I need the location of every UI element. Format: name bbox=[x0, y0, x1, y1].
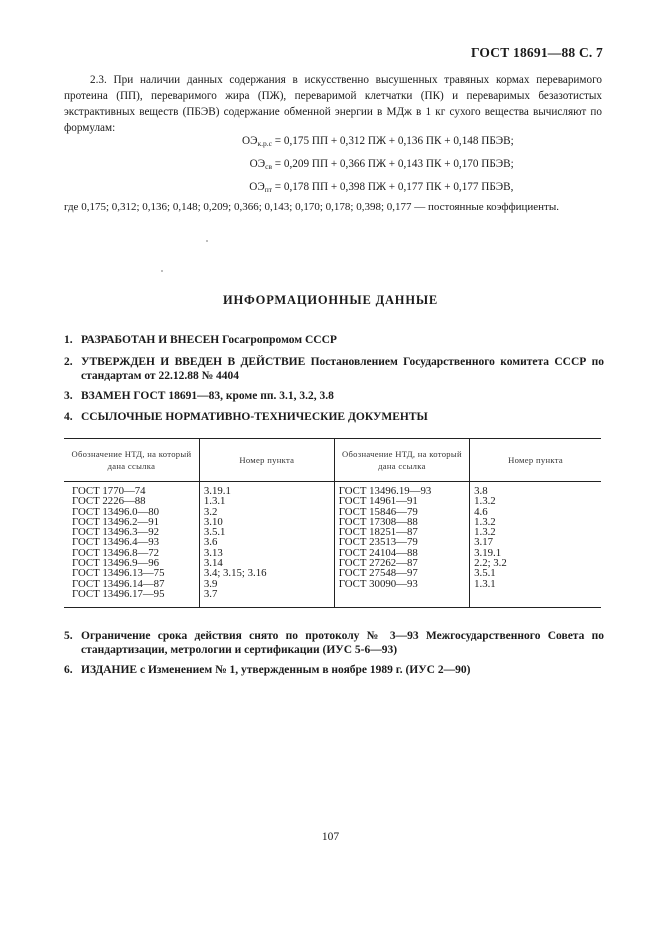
scan-speck bbox=[206, 240, 208, 242]
formula-expression: = 0,175 ПП + 0,312 ПЖ + 0,136 ПК + 0,148 ПБЭВ; bbox=[272, 135, 514, 147]
formula-pigs bbox=[172, 154, 572, 177]
header-doc-designation: Обозначение НТД, на который дана ссылка bbox=[334, 439, 469, 482]
right-docs-cell: ГОСТ 13496.19—93 ГОСТ 14961—91 ГОСТ 15846—79 ГОСТ 17308—88 ГОСТ 18251—87 ГОСТ 23513—79 ГОСТ 24104—88 ГОСТ 27262—87 ГОСТ 27548—97 ГОСТ 30090—93 bbox=[334, 482, 469, 608]
page-header: ГОСТ 18691—88 С. 7 bbox=[470, 45, 603, 60]
info-item-4: 4. ССЫЛОЧНЫЕ НОРМАТИВНО-ТЕХНИЧЕСКИЕ ДОКУМЕНТЫ bbox=[64, 411, 428, 423]
info-section-title: ИНФОРМАЦИОННЫЕ ДАННЫЕ bbox=[222, 293, 439, 307]
header-doc-designation: Обозначение НТД, на который дана ссылка bbox=[64, 439, 199, 482]
left-points-cell: 3.19.1 1.3.1 3.2 3.10 3.5.1 3.6 3.13 3.14 3.4; 3.15; 3.16 3.9 3.7 bbox=[199, 482, 334, 608]
page-number: 107 bbox=[321, 831, 340, 843]
info-item-3: 3. ВЗАМЕН ГОСТ 18691—83, кроме пп. 3.1, 3.2, 3.8 bbox=[64, 390, 334, 402]
table-row bbox=[64, 482, 601, 608]
formula-label: $ОЭ_{св}$ bbox=[249, 158, 272, 171]
section-2-3-paragraph: 2.3. При наличии данных содержания в искусственно высушенных травяных кормах переваримого протеина (ПП), переваримого жира (ПЖ), переваримой клетчатки (ПК) и переваримых безазотистых экстрактивных веществ (ПБЭВ) содержание обменной энергии в МДж в 1 кг сухого вещества вычисляют по формулам: bbox=[64, 74, 602, 134]
info-item-1: 1. РАЗРАБОТАН И ВНЕСЕН Госагропромом СССР bbox=[64, 334, 337, 346]
coefficients-note: где 0,175; 0,312; 0,136; 0,148; 0,209; 0,366; 0,143; 0,170; 0,178; 0,398; 0,177 — постоянные коэффициенты. bbox=[64, 201, 559, 213]
info-item-2: 2. УТВЕРЖДЕН И ВВЕДЕН В ДЕЙСТВИЕ Постановлением Государственного комитета СССР по стандартам от 22.12.88 № 4404 bbox=[64, 356, 604, 382]
info-item-6: 6. ИЗДАНИЕ с Изменением № 1, утвержденным в ноябре 1989 г. (ИУС 2—90) bbox=[64, 664, 471, 676]
formula-block bbox=[172, 131, 572, 200]
formula-label: $ОЭ_{к.р.с}$ bbox=[242, 135, 272, 148]
left-docs-cell: ГОСТ 1770—74 ГОСТ 2226—88 ГОСТ 13496.0—80 ГОСТ 13496.2—91 ГОСТ 13496.3—92 ГОСТ 13496.4—93 ГОСТ 13496.8—72 ГОСТ 13496.9—96 ГОСТ 13496.13—75 ГОСТ 13496.14—87 ГОСТ 13496.17—95 bbox=[64, 482, 199, 608]
formula-poultry bbox=[172, 177, 572, 200]
header-point-number: Номер пункта bbox=[470, 439, 601, 482]
scan-speck bbox=[161, 270, 163, 272]
formula-cattle bbox=[172, 131, 572, 154]
formula-expression: = 0,178 ПП + 0,398 ПЖ + 0,177 ПК + 0,177 ПБЭВ, bbox=[272, 181, 514, 193]
info-item-5: 5. Ограничение срока действия снято по протоколу № 3—93 Межгосударственного Совета по стандартизации, метрологии и сертификации (ИУС 5-6—93) bbox=[64, 630, 604, 656]
table-header-row bbox=[64, 439, 601, 482]
formula-label: $ОЭ_{пт}$ bbox=[249, 181, 272, 194]
header-point-number: Номер пункта bbox=[199, 439, 334, 482]
reference-documents-table bbox=[64, 438, 601, 608]
right-points-cell: 3.8 1.3.2 4.6 1.3.2 1.3.2 3.17 3.19.1 2.2; 3.2 3.5.1 1.3.1 bbox=[470, 482, 601, 608]
formula-expression: = 0,209 ПП + 0,366 ПЖ + 0,143 ПК + 0,170 ПБЭВ; bbox=[272, 158, 514, 170]
